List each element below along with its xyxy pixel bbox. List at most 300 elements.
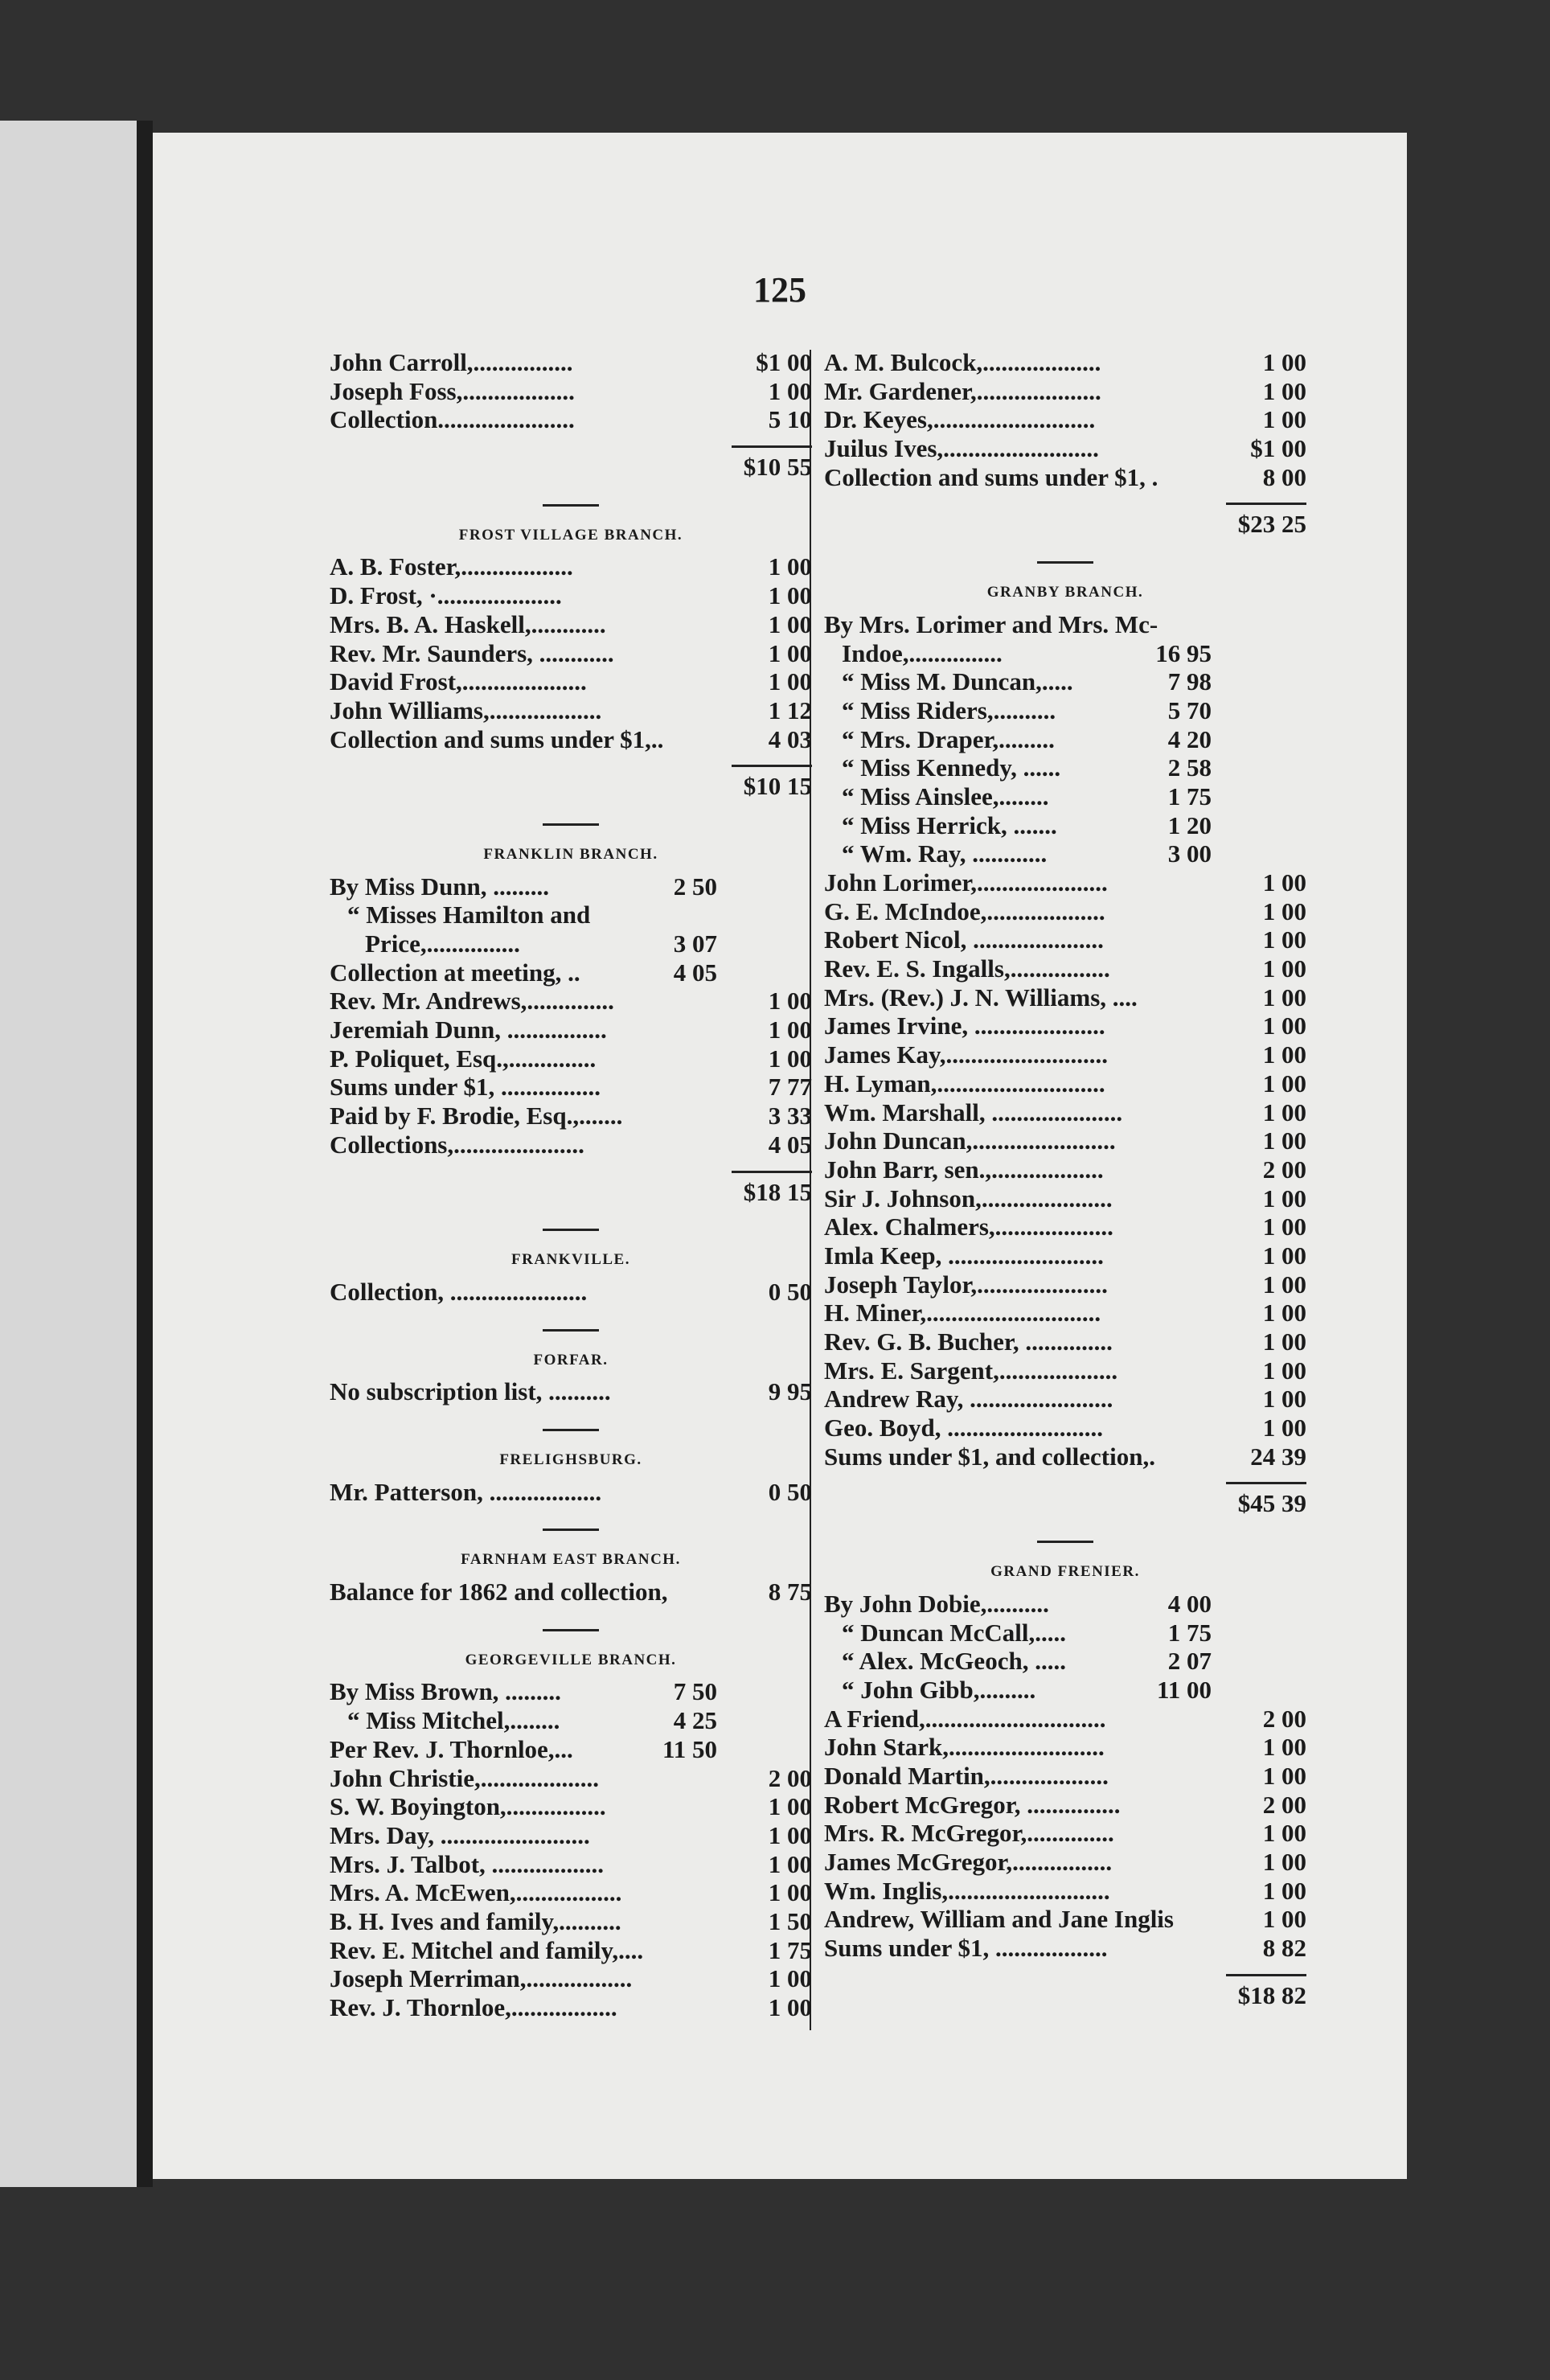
entry-name: Donald Martin,...................	[824, 1761, 1109, 1790]
entry-name: Rev. E. Mitchel and family,....	[330, 1935, 644, 1964]
section-heading: FRANKLIN BRANCH.	[483, 845, 658, 863]
sub-entry-row	[330, 901, 812, 929]
entry-name: John Christie,...................	[330, 1763, 599, 1792]
entry-row	[330, 1044, 812, 1073]
entry-amount: 1 00	[1262, 1098, 1306, 1126]
section-separator	[543, 1229, 599, 1231]
entry-name: James McGregor,................	[824, 1848, 1113, 1877]
entry-row	[330, 1964, 812, 1993]
sub-entry-amount: 1 75	[1167, 782, 1212, 810]
entry-name: James Kay,..........................	[824, 1040, 1109, 1069]
entry-row	[330, 377, 812, 406]
entry-name: Joseph Merriman,.................	[330, 1964, 633, 1993]
sub-entry-row	[824, 811, 1306, 840]
entry-amount: 1 00	[1262, 868, 1306, 897]
entry-name: John Barr, sen.,..................	[824, 1155, 1104, 1184]
entry-name: Collections,.....................	[330, 1130, 584, 1159]
sub-entry-name: “ Miss M. Duncan,.....	[842, 667, 1073, 696]
entry-row	[824, 1126, 1306, 1155]
entry-row	[824, 1327, 1306, 1356]
entry-amount: 2 00	[1262, 1704, 1306, 1733]
entry-amount: 1 00	[768, 609, 812, 638]
entry-name: Wm. Inglis,..........................	[824, 1876, 1110, 1905]
entry-amount: 1 00	[768, 581, 812, 610]
entry-name: John Duncan,.......................	[824, 1126, 1116, 1155]
entry-row	[824, 1905, 1306, 1934]
entry-row	[824, 897, 1306, 926]
entry-name: S. W. Boyington,................	[330, 1792, 606, 1821]
entry-amount: 2 00	[768, 1763, 812, 1792]
entry-row	[824, 1012, 1306, 1040]
entry-name: Rev. Mr. Andrews,..............	[330, 987, 614, 1016]
entry-amount: 1 00	[1262, 1761, 1306, 1790]
entry-amount: 1 00	[1262, 1733, 1306, 1762]
entry-amount: 1 00	[768, 1820, 812, 1849]
sub-entry-name: “ Alex. McGeoch, .....	[842, 1647, 1066, 1676]
entry-row	[330, 348, 812, 377]
sub-entry-row	[330, 1735, 812, 1764]
entry-amount: 1 00	[768, 667, 812, 696]
sub-entry-name: “ Mrs. Draper,.........	[842, 724, 1055, 753]
entry-row	[824, 348, 1306, 377]
entry-amount: 1 00	[768, 1849, 812, 1878]
sub-entry-row	[824, 1590, 1306, 1619]
entry-amount: 1 00	[1262, 1385, 1306, 1414]
entry-name: Rev. G. B. Bucher, ..............	[824, 1327, 1113, 1356]
entry-amount: 1 00	[768, 1044, 812, 1073]
entry-name: Mr. Gardener,....................	[824, 376, 1101, 405]
entry-row	[824, 405, 1306, 434]
section-separator	[543, 1429, 599, 1431]
entry-name: H. Lyman,...........................	[824, 1069, 1105, 1098]
entry-name: Alex. Chalmers,...................	[824, 1213, 1113, 1241]
sub-entry-name: By John Dobie,..........	[824, 1589, 1049, 1618]
entry-row	[330, 1073, 812, 1102]
entry-amount: 1 00	[1262, 405, 1306, 434]
entry-amount: 7 77	[768, 1073, 812, 1102]
entry-amount: 1 00	[768, 1792, 812, 1821]
section-heading: FARNHAM EAST BRANCH.	[461, 1551, 681, 1569]
entry-amount: 1 00	[1262, 1848, 1306, 1877]
entry-amount: 1 00	[1262, 1040, 1306, 1069]
entry-row	[824, 925, 1306, 954]
entry-name: Mrs. R. McGregor,..............	[824, 1819, 1114, 1848]
sub-entry-name: “ Wm. Ray, ............	[842, 839, 1048, 868]
entry-name: Sir J. Johnson,.....................	[824, 1184, 1113, 1213]
sub-entry-amount: 4 05	[673, 958, 717, 987]
entry-amount: 1 00	[768, 1878, 812, 1907]
entry-row	[330, 1478, 812, 1507]
entry-name: John Lorimer,.....................	[824, 868, 1108, 897]
entry-name: Collection and sums under $1,..	[330, 724, 664, 753]
entry-row	[824, 463, 1306, 492]
total-block	[824, 503, 1306, 539]
sub-entry-amount: 4 25	[673, 1706, 717, 1735]
entry-name: Wm. Marshall, .....................	[824, 1098, 1123, 1126]
sub-entry-row	[824, 696, 1306, 725]
entry-row	[330, 1993, 812, 2022]
entry-name: No subscription list, ..........	[330, 1377, 611, 1406]
entry-name: Balance for 1862 and collection,	[330, 1578, 668, 1606]
entry-row	[824, 1819, 1306, 1848]
entry-row	[824, 954, 1306, 983]
entry-row	[330, 987, 812, 1016]
entry-amount: 1 00	[1262, 1356, 1306, 1385]
page	[153, 133, 1407, 2179]
sub-entry-row	[824, 753, 1306, 782]
sub-entry-name: By Miss Brown, .........	[330, 1677, 561, 1706]
entry-amount: 1 00	[768, 376, 812, 405]
entry-name: Joseph Foss,..................	[330, 376, 575, 405]
section-heading: FRANKVILLE.	[511, 1251, 630, 1269]
sub-entry-amount: 5 70	[1167, 696, 1212, 724]
entry-name: John Carroll,................	[330, 348, 573, 376]
entry-row	[330, 639, 812, 668]
entry-row	[330, 667, 812, 696]
entry-amount: 9 95	[768, 1377, 812, 1406]
entry-name: Mrs. J. Talbot, ..................	[330, 1849, 605, 1878]
total-block	[824, 1974, 1306, 2010]
section-frost-village	[330, 521, 812, 801]
entry-amount: 1 50	[768, 1906, 812, 1935]
total-rule	[1226, 1974, 1306, 1976]
section-separator	[1037, 1541, 1093, 1543]
sub-entry-row	[824, 1619, 1306, 1648]
sub-entry-name: “ Miss Herrick, .......	[842, 810, 1057, 839]
entry-row	[824, 1241, 1306, 1270]
entry-name: Juilus Ives,.........................	[824, 434, 1099, 463]
sub-entry-name: “ Misses Hamilton and	[347, 901, 591, 929]
total-block	[824, 1482, 1306, 1518]
entry-row	[824, 1213, 1306, 1241]
entry-row	[824, 1934, 1306, 1963]
sub-entry-row	[824, 725, 1306, 754]
entry-name: James Irvine, .....................	[824, 1012, 1105, 1040]
entry-name: Collection......................	[330, 405, 575, 434]
entry-row	[824, 1414, 1306, 1442]
section-heading: FRELIGHSBURG.	[499, 1451, 642, 1468]
entry-row	[330, 1102, 812, 1130]
section-separator	[543, 1529, 599, 1531]
entry-row	[330, 1878, 812, 1907]
entry-row	[824, 868, 1306, 897]
entry-amount: 1 00	[1262, 1270, 1306, 1299]
entry-name: Mrs. (Rev.) J. N. Williams, ....	[824, 983, 1138, 1012]
entry-name: Imla Keep, .........................	[824, 1241, 1104, 1270]
entry-amount: 2 00	[1262, 1155, 1306, 1184]
entry-row	[824, 1270, 1306, 1299]
section-heading: GRAND FRENIER.	[990, 1563, 1140, 1581]
entry-row	[330, 1907, 812, 1936]
entry-row	[330, 725, 812, 754]
sub-entry-amount: 3 00	[1167, 839, 1212, 868]
sub-entry-name: By Miss Dunn, .........	[330, 872, 550, 901]
entry-name: Collection and sums under $1, .	[824, 462, 1158, 491]
sub-entry-row	[824, 667, 1306, 696]
entry-name: D. Frost, ·....................	[330, 581, 562, 610]
entry-row	[824, 1040, 1306, 1069]
sub-entry-amount: 2 50	[673, 872, 717, 901]
right-column	[824, 348, 1306, 2009]
section-total: $18 15	[743, 1177, 812, 1206]
sub-entry-name: By Mrs. Lorimer and Mrs. Mc-	[824, 609, 1158, 638]
entry-amount: 2 00	[1262, 1790, 1306, 1819]
entry-row	[330, 1936, 812, 1965]
page-number: 125	[753, 270, 806, 310]
entry-row	[824, 434, 1306, 463]
sub-entry-name: “ John Gibb,.........	[842, 1675, 1036, 1704]
entry-row	[824, 1705, 1306, 1734]
entry-name: John Williams,..................	[330, 696, 602, 724]
entry-amount: 1 00	[768, 1016, 812, 1044]
entry-amount: 1 00	[1262, 897, 1306, 925]
entry-row	[824, 1442, 1306, 1471]
entry-amount: 0 50	[768, 1277, 812, 1306]
section-total: $45 39	[1237, 1489, 1306, 1518]
entry-name: David Frost,....................	[330, 667, 587, 696]
entry-amount: 3 33	[768, 1102, 812, 1130]
section-heading: FORFAR.	[533, 1351, 609, 1368]
sub-entry-amount: 16 95	[1155, 638, 1212, 667]
sub-entry-amount: 7 50	[673, 1677, 717, 1706]
sub-entry-row	[330, 929, 812, 958]
entry-amount: 1 00	[1262, 1905, 1306, 1934]
entry-name: A. B. Foster,..................	[330, 552, 573, 581]
entry-row	[330, 696, 812, 725]
entry-row	[824, 377, 1306, 406]
entry-name: P. Poliquet, Esq.,..............	[330, 1044, 597, 1073]
entry-row	[824, 1184, 1306, 1213]
entry-row	[824, 1069, 1306, 1098]
entry-amount: 1 00	[768, 638, 812, 667]
entry-name: Rev. E. S. Ingalls,................	[824, 954, 1110, 983]
sub-entry-amount: 3 07	[673, 929, 717, 958]
entry-row	[824, 1877, 1306, 1906]
entry-amount: 8 75	[768, 1578, 812, 1606]
sub-entry-amount: 11 00	[1156, 1675, 1212, 1704]
entry-amount: 1 00	[1262, 983, 1306, 1012]
entry-name: Sums under $1, ................	[330, 1073, 601, 1102]
sub-entry-amount: 2 07	[1167, 1647, 1212, 1676]
entry-amount: 1 00	[1262, 1241, 1306, 1270]
sub-entry-amount: 4 20	[1167, 724, 1212, 753]
entry-name: Andrew Ray, .......................	[824, 1385, 1113, 1414]
entry-amount: 8 00	[1262, 462, 1306, 491]
entry-amount: 1 12	[768, 696, 812, 724]
sub-entry-amount: 2 58	[1167, 753, 1212, 782]
entry-row	[330, 552, 812, 581]
sub-entry-row	[824, 839, 1306, 868]
entry-amount: 1 75	[768, 1935, 812, 1964]
entry-row	[824, 983, 1306, 1012]
section-separator	[543, 1629, 599, 1631]
sub-entry-row	[824, 1676, 1306, 1705]
section-frankville	[330, 1245, 812, 1306]
sub-entry-row	[824, 610, 1306, 639]
entry-amount: 1 00	[1262, 348, 1306, 376]
total-rule	[732, 765, 812, 767]
sub-entry-row	[824, 639, 1306, 668]
entry-amount: 4 03	[768, 724, 812, 753]
sub-entry-row	[824, 1647, 1306, 1676]
entry-name: John Stark,.........................	[824, 1733, 1105, 1762]
entry-amount: 1 00	[1262, 376, 1306, 405]
section-total: $18 82	[1237, 1980, 1306, 2009]
section-heading: GRANBY BRANCH.	[986, 584, 1144, 601]
section-top-right	[824, 348, 1306, 539]
section-separator	[543, 1329, 599, 1332]
section-forfar	[330, 1346, 812, 1406]
sub-entry-name: Per Rev. J. Thornloe,...	[330, 1734, 573, 1763]
entry-name: H. Miner,............................	[824, 1299, 1101, 1327]
entry-name: Andrew, William and Jane Inglis	[824, 1905, 1174, 1934]
section-heading: FROST VILLAGE BRANCH.	[458, 526, 683, 544]
entry-amount: 1 00	[1262, 1012, 1306, 1040]
entry-name: Sums under $1, and collection,.	[824, 1442, 1155, 1471]
facing-page-edge	[0, 121, 137, 2187]
entry-row	[330, 1578, 812, 1606]
entry-amount: 1 00	[1262, 1876, 1306, 1905]
entry-amount: 1 00	[1262, 954, 1306, 983]
book-binding	[137, 121, 153, 2187]
entry-amount: 24 39	[1250, 1442, 1306, 1471]
entry-row	[330, 1130, 812, 1159]
entry-row	[824, 1762, 1306, 1791]
sub-entry-name: Indoe,...............	[842, 638, 1003, 667]
entry-amount: $1 00	[1250, 434, 1306, 463]
sub-entry-amount: 7 98	[1167, 667, 1212, 696]
entry-amount: 1 00	[1262, 1414, 1306, 1442]
entry-amount: 1 00	[768, 987, 812, 1016]
entry-amount: 1 00	[1262, 1299, 1306, 1327]
entry-amount: $1 00	[756, 348, 812, 376]
sub-entry-name: Collection at meeting, ..	[330, 958, 580, 987]
entry-row	[824, 1733, 1306, 1762]
sub-entry-name: “ Miss Riders,..........	[842, 696, 1056, 724]
entry-row	[330, 1278, 812, 1307]
entry-name: Rev. Mr. Saunders, ............	[330, 638, 614, 667]
entry-amount: 1 00	[1262, 1069, 1306, 1098]
section-total: $23 25	[1237, 510, 1306, 539]
left-column	[330, 348, 812, 2022]
sub-entry-amount: 1 20	[1167, 810, 1212, 839]
entry-amount: 0 50	[768, 1477, 812, 1506]
sub-entry-row	[330, 958, 812, 987]
entry-name: G. E. McIndoe,...................	[824, 897, 1105, 925]
entry-row	[824, 1848, 1306, 1877]
entry-row	[824, 1356, 1306, 1385]
entry-amount: 5 10	[768, 405, 812, 434]
entry-name: B. H. Ives and family,..........	[330, 1906, 621, 1935]
sub-entry-name: “ Miss Mitchel,........	[347, 1706, 560, 1735]
section-heading: GEORGEVILLE BRANCH.	[465, 1651, 677, 1668]
entry-row	[330, 1764, 812, 1793]
entry-row	[330, 405, 812, 434]
entry-row	[330, 1792, 812, 1821]
total-rule	[1226, 503, 1306, 505]
entry-name: A. M. Bulcock,...................	[824, 348, 1101, 376]
entry-amount: 1 00	[1262, 1819, 1306, 1848]
entry-row	[824, 1155, 1306, 1184]
section-franklin	[330, 840, 812, 1206]
section-separator	[1037, 561, 1093, 564]
sub-entry-amount: 11 50	[662, 1734, 717, 1763]
entry-name: Mrs. A. McEwen,.................	[330, 1878, 622, 1907]
entry-amount: 4 05	[768, 1130, 812, 1159]
entry-name: Joseph Taylor,.....................	[824, 1270, 1108, 1299]
sub-entry-name: “ Duncan McCall,.....	[842, 1618, 1066, 1647]
sub-entry-name: “ Miss Ainslee,........	[842, 782, 1049, 810]
total-rule	[732, 1171, 812, 1173]
section-separator	[543, 504, 599, 507]
entry-name: Mrs. E. Sargent,...................	[824, 1356, 1118, 1385]
entry-row	[330, 1016, 812, 1044]
section-top-left	[330, 348, 812, 482]
entry-row	[330, 1377, 812, 1406]
entry-name: Jeremiah Dunn, ................	[330, 1016, 607, 1044]
section-farnham-east	[330, 1545, 812, 1606]
section-grand-frenier	[824, 1557, 1306, 2009]
entry-name: Collection, ......................	[330, 1277, 588, 1306]
sub-entry-name: Price,...............	[365, 929, 520, 958]
entry-name: Sums under $1, ..................	[824, 1934, 1108, 1963]
entry-amount: 1 00	[1262, 1327, 1306, 1356]
sub-entry-row	[824, 782, 1306, 811]
entry-name: Rev. J. Thornloe,.................	[330, 1993, 617, 2022]
total-rule	[732, 445, 812, 448]
section-total: $10 15	[743, 772, 812, 801]
total-block	[330, 445, 812, 482]
sub-entry-name: “ Miss Kennedy, ......	[842, 753, 1061, 782]
entry-amount: 1 00	[768, 552, 812, 581]
entry-amount: 1 00	[768, 1993, 812, 2022]
entry-amount: 1 00	[1262, 925, 1306, 954]
entry-name: Robert Nicol, .....................	[824, 925, 1104, 954]
section-granby	[824, 578, 1306, 1518]
sub-entry-row	[330, 872, 812, 901]
sub-entry-amount: 1 75	[1167, 1618, 1212, 1647]
entry-row	[330, 1850, 812, 1879]
section-frelighsburg	[330, 1446, 812, 1506]
entry-amount: 1 00	[1262, 1184, 1306, 1213]
entry-name: Robert McGregor, ...............	[824, 1790, 1121, 1819]
total-block	[330, 1171, 812, 1207]
entry-name: Mrs. Day, ........................	[330, 1820, 590, 1849]
sub-entry-row	[330, 1706, 812, 1735]
entry-row	[824, 1385, 1306, 1414]
entry-row	[824, 1098, 1306, 1127]
entry-name: A Friend,.............................	[824, 1704, 1106, 1733]
entry-row	[330, 610, 812, 639]
entry-row	[330, 581, 812, 610]
entry-amount: 1 00	[768, 1964, 812, 1993]
section-total: $10 55	[743, 453, 812, 482]
entry-name: Paid by F. Brodie, Esq.,.......	[330, 1102, 623, 1130]
section-separator	[543, 823, 599, 826]
total-rule	[1226, 1482, 1306, 1484]
entry-row	[824, 1299, 1306, 1327]
entry-amount: 1 00	[1262, 1126, 1306, 1155]
entry-row	[824, 1791, 1306, 1820]
section-georgeville	[330, 1646, 812, 2022]
entry-name: Geo. Boyd, .........................	[824, 1414, 1104, 1442]
sub-entry-amount: 4 00	[1167, 1589, 1212, 1618]
sub-entry-row	[330, 1677, 812, 1706]
entry-name: Mrs. B. A. Haskell,............	[330, 609, 606, 638]
entry-name: Mr. Patterson, ..................	[330, 1477, 602, 1506]
entry-row	[330, 1821, 812, 1850]
entry-amount: 1 00	[1262, 1213, 1306, 1241]
